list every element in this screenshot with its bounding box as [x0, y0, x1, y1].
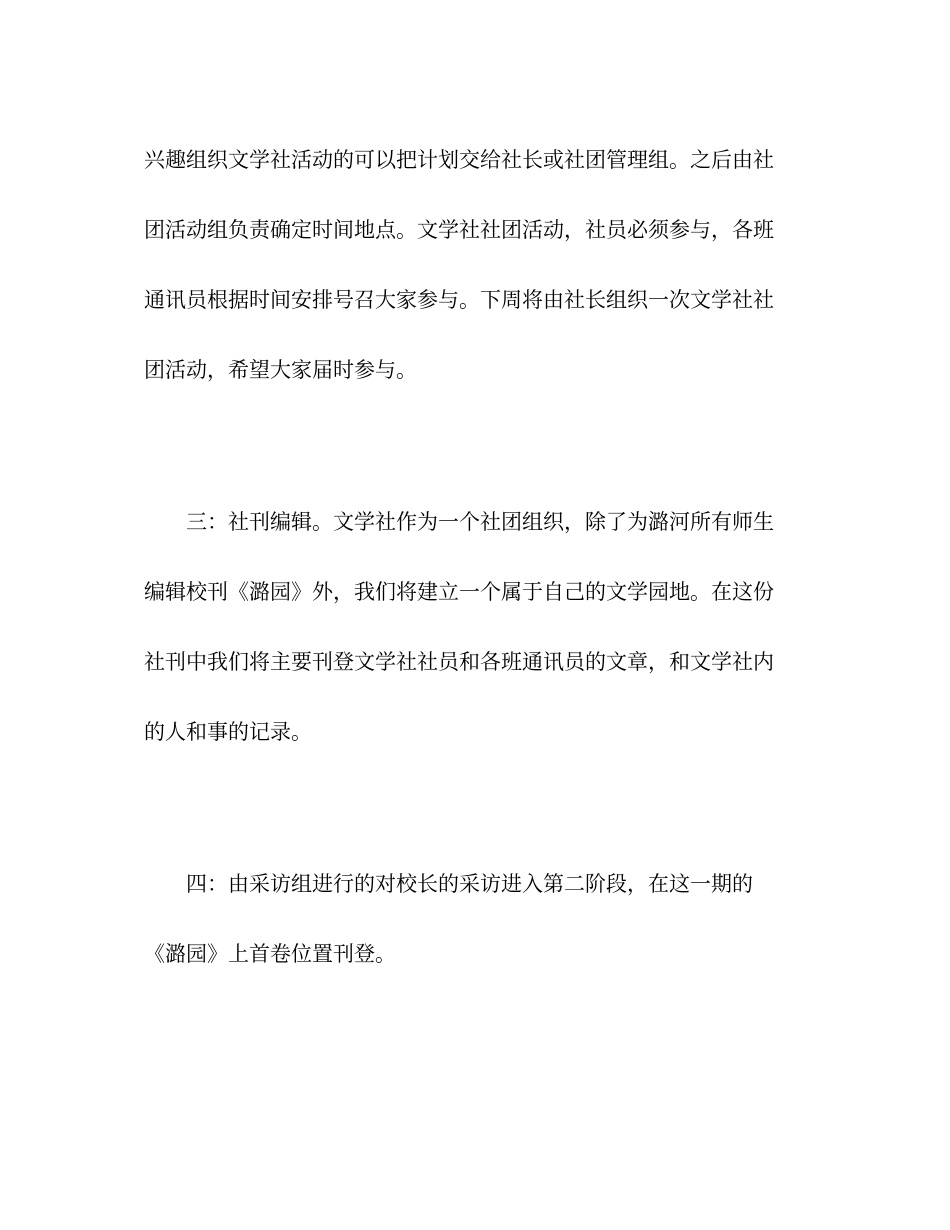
paragraph-3-line-2: 《潞园》上首卷位置刊登。	[144, 942, 396, 966]
paragraph-3-line-1: 四：由采访组进行的对校长的采访进入第二阶段，在这一期的	[186, 872, 753, 896]
paragraph-2-line-4: 的人和事的记录。	[144, 720, 312, 744]
paragraph-1-line-2: 团活动组负责确定时间地点。文学社社团活动，社员必须参与，各班	[144, 218, 774, 242]
paragraph-1-line-3: 通讯员根据时间安排号召大家参与。下周将由社长组织一次文学社社	[144, 288, 774, 312]
paragraph-2-line-1: 三：社刊编辑。文学社作为一个社团组织，除了为潞河所有师生	[186, 510, 774, 534]
paragraph-2-line-2: 编辑校刊《潞园》外，我们将建立一个属于自己的文学园地。在这份	[144, 580, 774, 604]
paragraph-1-line-4: 团活动，希望大家届时参与。	[144, 358, 417, 382]
paragraph-2-line-3: 社刊中我们将主要刊登文学社社员和各班通讯员的文章，和文学社内	[144, 650, 774, 674]
paragraph-1-line-1: 兴趣组织文学社活动的可以把计划交给社长或社团管理组。之后由社	[144, 148, 774, 172]
